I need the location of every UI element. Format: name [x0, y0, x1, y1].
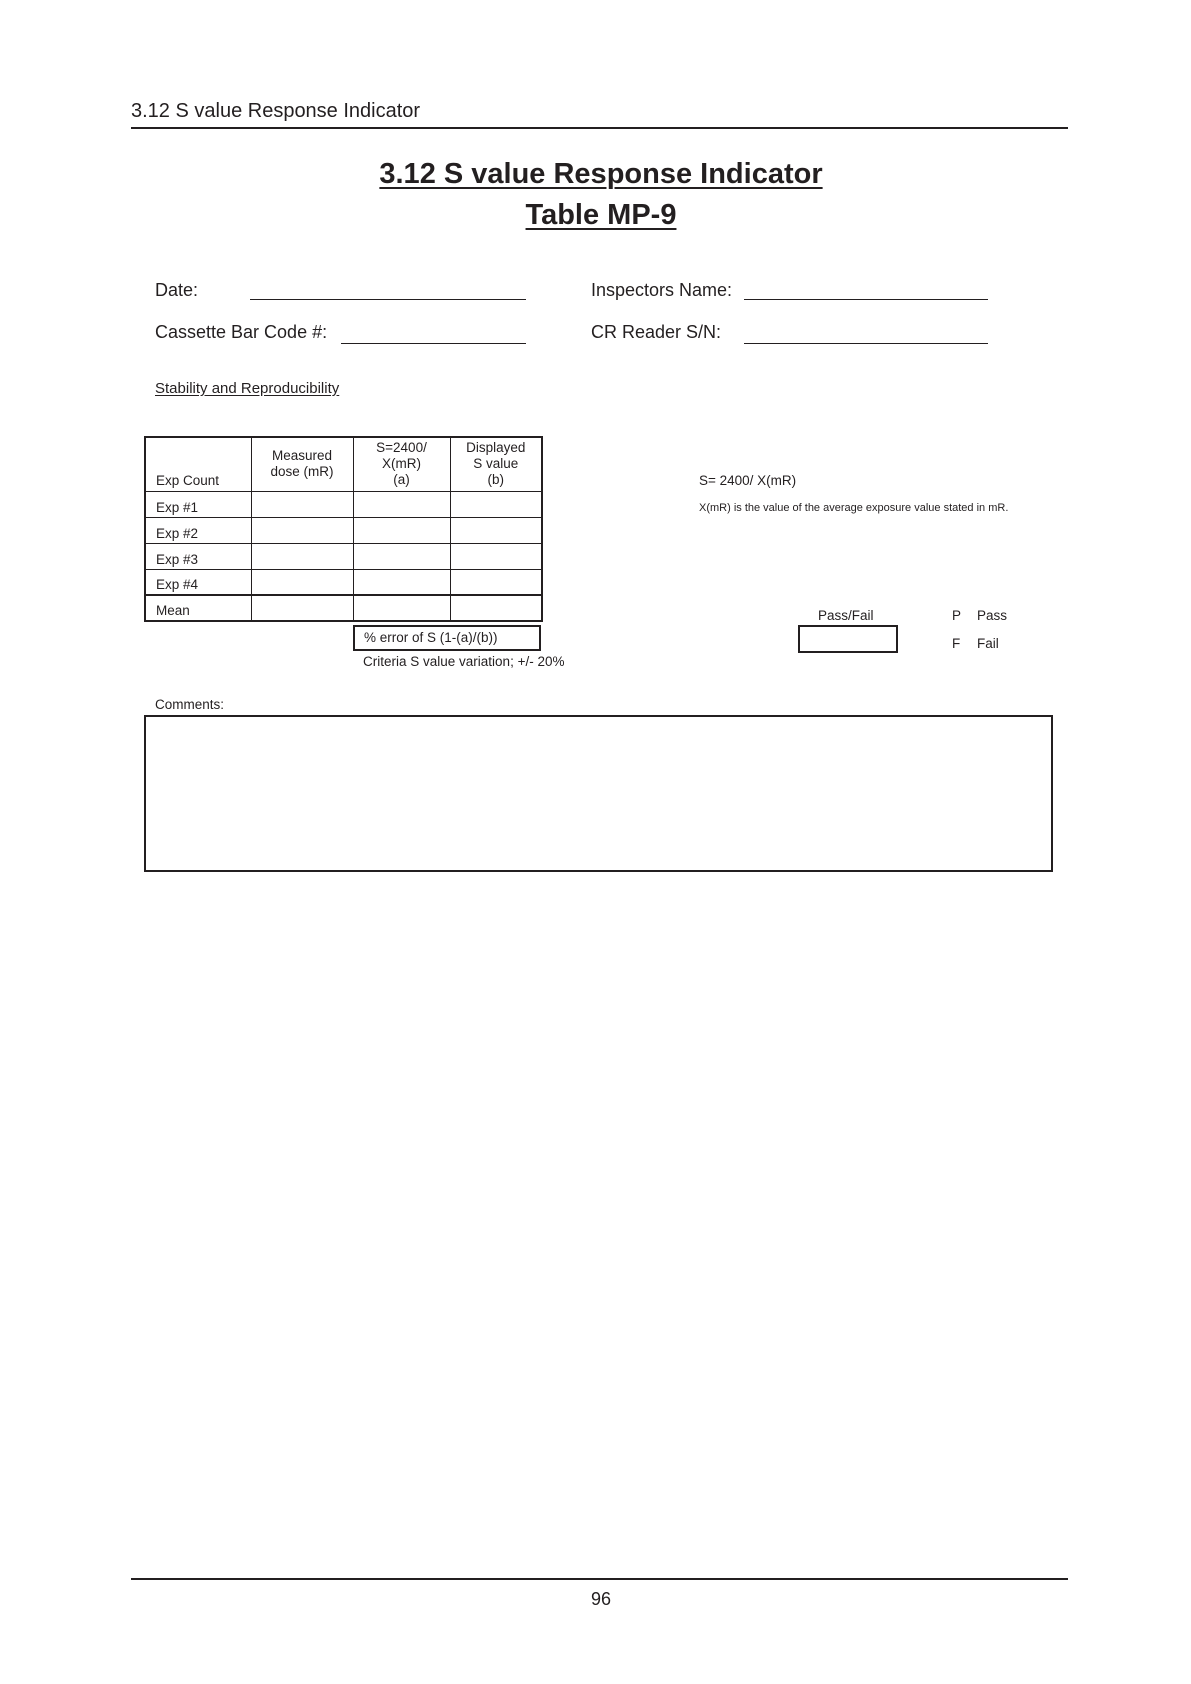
legend-code-fail: F [952, 636, 961, 651]
s-calculated-cell[interactable] [353, 517, 450, 543]
s-calculated-cell[interactable] [353, 569, 450, 595]
row-label: Exp #4 [145, 569, 251, 595]
section-label: Stability and Reproducibility [155, 380, 340, 397]
pass-fail-label: Pass/Fail [818, 608, 874, 623]
header-exp-count: Exp Count [145, 437, 251, 491]
page-title: 3.12 S value Response Indicator [379, 158, 823, 190]
date-label: Date: [155, 280, 199, 300]
displayed-s-cell[interactable] [450, 569, 542, 595]
measured-dose-cell[interactable] [251, 595, 353, 621]
running-head: 3.12 S value Response Indicator [131, 100, 421, 122]
legend-code-pass: P [952, 608, 962, 623]
s-calculated-cell[interactable] [353, 595, 450, 621]
table-header-row [145, 437, 542, 491]
measurement-table [144, 436, 543, 622]
table-row-mean [145, 595, 542, 621]
comments-box[interactable] [144, 715, 1053, 872]
measured-dose-cell[interactable] [251, 491, 353, 517]
header-measured-dose [251, 437, 353, 491]
s-calculated-cell[interactable] [353, 491, 450, 517]
header-disp-line3: (b) [487, 472, 504, 488]
table-row [145, 569, 542, 595]
header-displayed-s [450, 437, 542, 491]
footer-rule [131, 1578, 1068, 1580]
displayed-s-cell[interactable] [450, 491, 542, 517]
header-measured-line1: Measured [271, 448, 333, 464]
header-s-line3: (a) [393, 472, 410, 488]
criteria-text: Criteria S value variation; +/- 20% [363, 654, 565, 669]
header-s-line1: S=2400/ [376, 440, 427, 456]
legend-meaning-fail: Fail [977, 636, 999, 651]
legend-meaning-pass: Pass [977, 608, 1008, 623]
header-s-line2: X(mR) [382, 456, 421, 472]
table-row [145, 491, 542, 517]
displayed-s-cell[interactable] [450, 517, 542, 543]
header-disp-line1: Displayed [466, 440, 526, 456]
formula-note: X(mR) is the value of the average exposure value stated in mR. [699, 502, 1009, 514]
cassette-bar-code-label: Cassette Bar Code #: [155, 322, 328, 342]
pass-fail-box[interactable] [798, 625, 898, 653]
row-label: Exp #2 [145, 517, 251, 543]
formula-equation: S= 2400/ X(mR) [699, 473, 797, 488]
table-row [145, 517, 542, 543]
header-rule [131, 127, 1068, 129]
inspector-name-label: Inspectors Name: [591, 280, 733, 300]
percent-error-box[interactable]: % error of S (1-(a)/(b)) [353, 625, 541, 651]
date-field[interactable] [250, 299, 526, 300]
measured-dose-cell[interactable] [251, 517, 353, 543]
cr-reader-sn-field[interactable] [744, 343, 988, 344]
inspector-name-field[interactable] [744, 299, 988, 300]
row-label: Exp #3 [145, 543, 251, 569]
header-measured-line2: dose (mR) [270, 464, 334, 480]
page-number: 96 [590, 1589, 612, 1609]
cassette-bar-code-field[interactable] [341, 343, 526, 344]
table-row [145, 543, 542, 569]
measured-dose-cell[interactable] [251, 569, 353, 595]
header-s-formula [353, 437, 450, 491]
table-title: Table MP-9 [525, 199, 677, 231]
displayed-s-cell[interactable] [450, 595, 542, 621]
s-calculated-cell[interactable] [353, 543, 450, 569]
row-label: Exp #1 [145, 491, 251, 517]
cr-reader-sn-label: CR Reader S/N: [591, 322, 722, 342]
displayed-s-cell[interactable] [450, 543, 542, 569]
row-label: Mean [145, 595, 251, 621]
measured-dose-cell[interactable] [251, 543, 353, 569]
header-disp-line2: S value [473, 456, 519, 472]
comments-label: Comments: [155, 697, 225, 712]
